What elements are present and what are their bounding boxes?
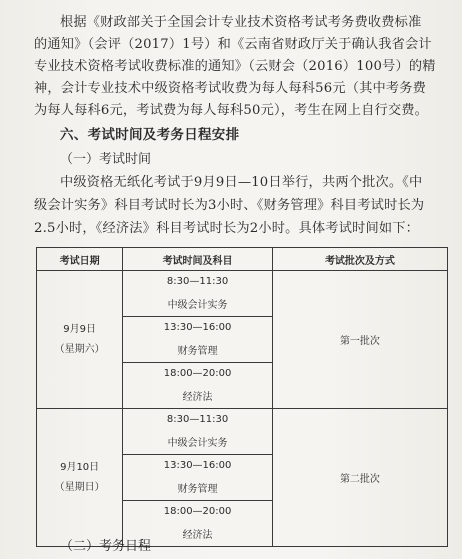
paragraph-line: 2.5小时，《经济法》科目考试时长为2小时。具体考试时间如下： (34, 221, 420, 236)
session-subject: 财务管理 (177, 346, 218, 358)
paragraph-line: 级会计实务》科目考试时长为3小时、《财务管理》科目考试时长为 (34, 198, 425, 213)
session-subject: 经济法 (182, 392, 213, 404)
exam-date-cell (37, 271, 123, 409)
session-cell (123, 271, 273, 317)
session-time: 13:30—16:00 (163, 459, 232, 471)
session-cell (123, 455, 273, 501)
exam-weekday: （星期日） (54, 481, 105, 493)
exam-date: 9月10日 (60, 461, 100, 473)
session-cell (123, 363, 273, 409)
exam-date: 9月9日 (63, 323, 96, 335)
session-subject: 财务管理 (177, 484, 218, 496)
paragraph-line: 的通知》（会评（2017）1号）和《云南省财政厅关于确认我省会计 (34, 37, 432, 52)
section-heading: 六、考试时间及考务日程安排 (60, 127, 240, 143)
exam-weekday: （星期六） (54, 343, 105, 355)
subsection-exam-time: （一）考试时间 (60, 152, 152, 167)
paragraph-line: 中级资格无纸化考试于9月9日—10日举行，共两个批次。《中 (60, 175, 423, 190)
header-exam-batch: 考试批次及方式 (272, 248, 447, 271)
paragraph-line: 专业技术资格考试收费标准的通知》（云财会（2016）100号）的精 (34, 59, 436, 74)
session-time: 18:00—20:00 (163, 505, 232, 517)
header-exam-time-subject: 考试时间及科目 (123, 248, 273, 271)
subsection-exam-schedule: （二）考务日程 (60, 539, 152, 554)
batch-cell: 第二批次 (272, 409, 447, 547)
session-subject: 经济法 (182, 530, 213, 542)
table-row (37, 409, 448, 455)
session-subject: 中级会计实务 (167, 438, 228, 450)
session-time: 13:30—16:00 (163, 321, 232, 333)
paragraph-line: 为每人每科6元，考试费为每人每科50元），考生在网上自行交费。 (34, 103, 429, 118)
session-time: 8:30—11:30 (166, 275, 229, 287)
exam-date-cell (37, 409, 123, 547)
batch-cell: 第一批次 (272, 271, 447, 409)
session-cell (123, 409, 273, 455)
session-subject: 中级会计实务 (167, 300, 228, 312)
exam-schedule-table (36, 247, 448, 547)
table-row (37, 271, 448, 317)
session-cell (123, 317, 273, 363)
paragraph-line: 神，会计专业技术中级资格考试收费为每人每科56元（其中考务费 (34, 81, 427, 96)
table-header-row (37, 248, 448, 271)
header-exam-date: 考试日期 (37, 248, 123, 271)
session-time: 18:00—20:00 (163, 367, 232, 379)
paragraph-line: 根据《财政部关于全国会计专业技术资格考试考务费收费标准 (60, 15, 422, 30)
exam-time-paragraph (34, 171, 448, 240)
session-time: 8:30—11:30 (166, 413, 229, 425)
fee-paragraph (34, 12, 448, 122)
